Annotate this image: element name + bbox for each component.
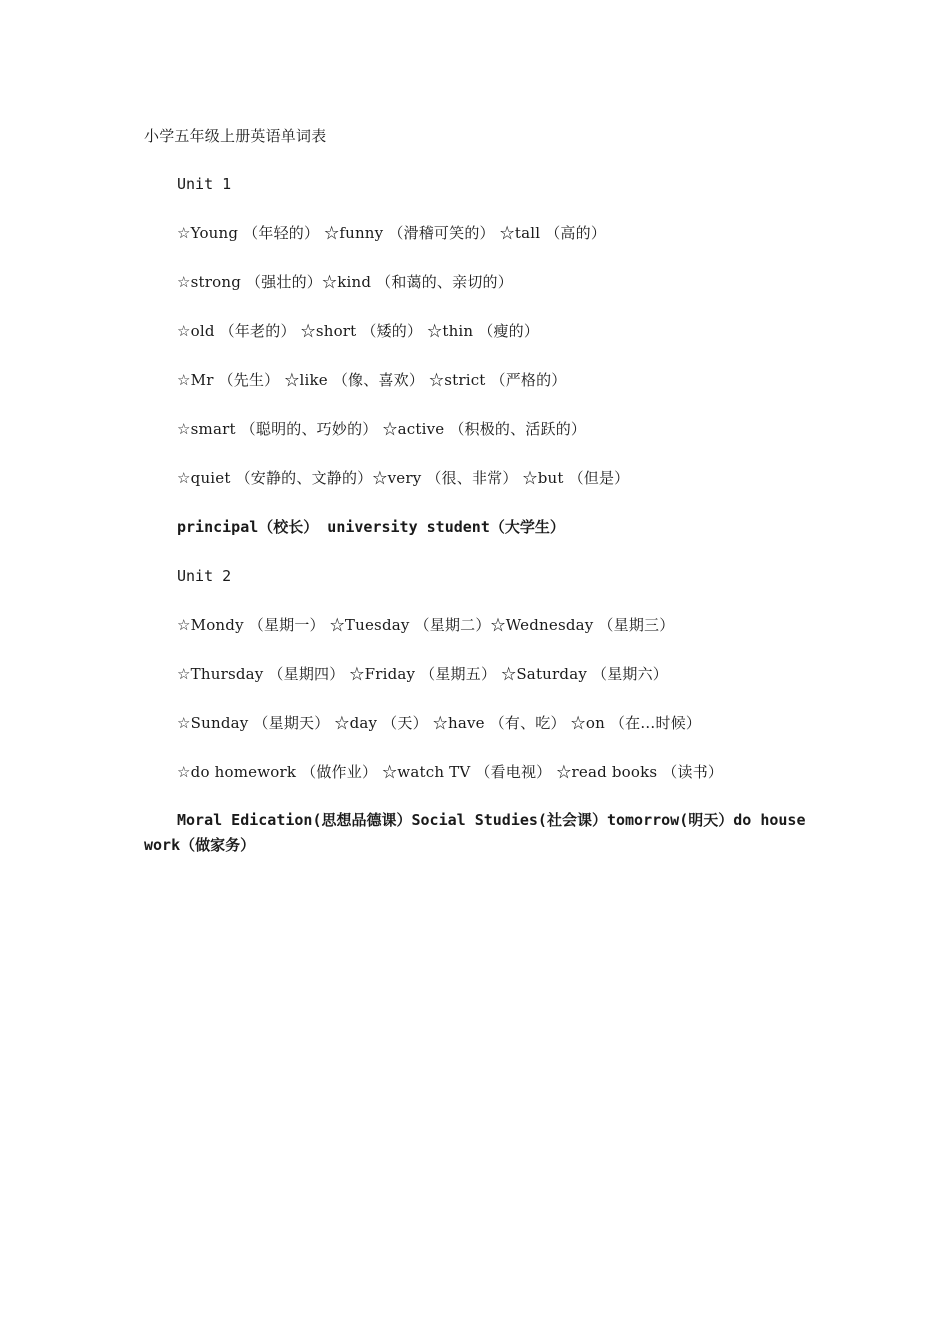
- unit-2-vocab-line: ☆Mondy （星期一） ☆Tuesday （星期二）☆Wednesday （星期三）: [177, 616, 675, 634]
- unit-2-extra-vocab: Moral Edication(思想品德课）Social Studies(社会课）tomorrow(明天）do house work（做家务）: [144, 811, 806, 854]
- unit-1-heading: Unit 1: [177, 175, 232, 193]
- unit-1-vocab-line: ☆strong （强壮的）☆kind （和蔼的、亲切的）: [177, 273, 513, 291]
- unit-1-extra-vocab: principal（校长） university student（大学生）: [177, 518, 565, 536]
- unit-2-heading: Unit 2: [177, 567, 232, 585]
- unit-2-vocab-line: ☆Sunday （星期天） ☆day （天） ☆have （有、吃） ☆on （在…时候）: [177, 714, 702, 732]
- unit-2-vocab-line: ☆do homework （做作业） ☆watch TV （看电视） ☆read books （读书）: [177, 763, 724, 781]
- unit-1-vocab-line: ☆old （年老的） ☆short （矮的） ☆thin （瘦的）: [177, 322, 540, 340]
- document-title: 小学五年级上册英语单词表: [144, 127, 327, 145]
- unit-2-vocab-line: ☆Thursday （星期四） ☆Friday （星期五） ☆Saturday （星期六）: [177, 665, 668, 683]
- document-body: [144, 123, 814, 858]
- unit-1-vocab-line: ☆Mr （先生） ☆like （像、喜欢） ☆strict （严格的）: [177, 371, 567, 389]
- unit-1-vocab-line: ☆Young （年轻的） ☆funny （滑稽可笑的） ☆tall （高的）: [177, 224, 607, 242]
- unit-1-vocab-line: ☆smart （聪明的、巧妙的） ☆active （积极的、活跃的）: [177, 420, 587, 438]
- unit-1-vocab-line: ☆quiet （安静的、文静的）☆very （很、非常） ☆but （但是）: [177, 469, 630, 487]
